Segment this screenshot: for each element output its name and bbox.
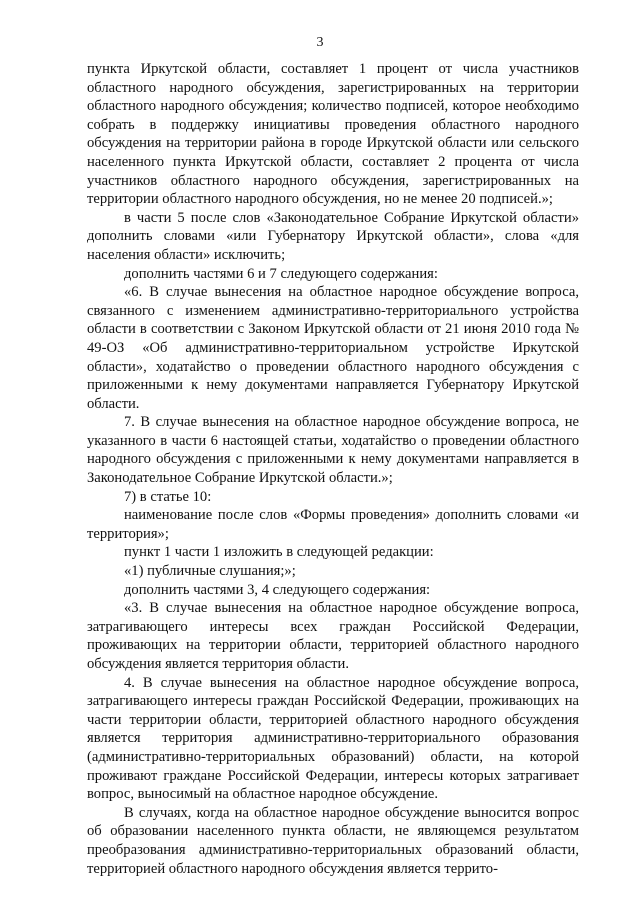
paragraph-part-7: 7. В случае вынесения на областное народное обсуждение вопроса, не указанного в части 6 настоящей статьи, ходатайство о проведении областного народного обсуждения с приложенными к нему документами направляется в Законодательное Собрание Иркутской области.»; xyxy=(87,414,579,487)
paragraph-add-parts-6-7: дополнить частями 6 и 7 следующего содержания: xyxy=(124,265,438,282)
paragraph-item-1-edit: пункт 1 части 1 изложить в следующей редакции: xyxy=(124,544,434,561)
paragraph-add-parts-3-4: дополнить частями 3, 4 следующего содержания: xyxy=(124,581,431,598)
paragraph-article-10: 7) в статье 10: xyxy=(124,488,212,505)
paragraph-public-hearings: «1) публичные слушания;»; xyxy=(124,563,296,580)
paragraph-part-6: «6. В случае вынесения на областное народное обсуждение вопроса, связанного с изменением административно-территориального устройства области в соответствии с Законом Иркутской области от 21 июня 2010 года № 49-ОЗ «Об административно-территориальном устройстве Иркутской области», ходатайство о проведении областного народного обсуждения с приложенными к нему документами направляется Губернатору Иркутской области. xyxy=(87,284,579,412)
paragraph-settlement-case: В случаях, когда на областное народное обсуждение выносится вопрос об образовании населенного пункта области, не являющемся результатом преобразования административно-территориальных образований области, территорией областного народного обсуждения является террито- xyxy=(87,804,579,877)
paragraph-article-10-title: наименование после слов «Формы проведения» дополнить словами «и территория»; xyxy=(87,507,579,542)
paragraph-continuation: пункта Иркутской области, составляет 1 процент от числа участников областного народного обсуждения, зарегистрированных на территории областного народного обсуждения; количество подписей, которое необходимо собрать в поддержку инициативы проведения областного народного обсуждения на территории района в городе Иркутской области или сельского населенного пункта Иркутской области, составляет 2 процента от числа участников областного народного обсуждения, зарегистрированных на территории областного народного обсуждения, но не менее 20 подписей.»; xyxy=(87,61,579,208)
page-number: 3 xyxy=(316,35,324,50)
paragraph-part5-amendment: в части 5 после слов «Законодательное Собрание Иркутской области» дополнить словами «или Губернатору Иркутской области», слова «для населения области» исключить; xyxy=(87,209,579,263)
paragraph-part-4: 4. В случае вынесения на областное народное обсуждение вопроса, затрагивающего интересы граждан Российской Федерации, проживающих на части территории области, территорией областного народного обсуждения является территория административно-территориального образования (административно-территориальных образований) области, на которой проживают граждане Российской Федерации, интересы которых затрагивает вопрос, выносимый на областное народное обсуждение. xyxy=(87,674,579,803)
document-body xyxy=(87,60,579,878)
paragraph-part-3: «3. В случае вынесения на областное народное обсуждение вопроса, затрагивающего интересы всех граждан Российской Федерации, проживающих на территории области, территорией областного народного обсуждения является территория области. xyxy=(87,600,579,672)
